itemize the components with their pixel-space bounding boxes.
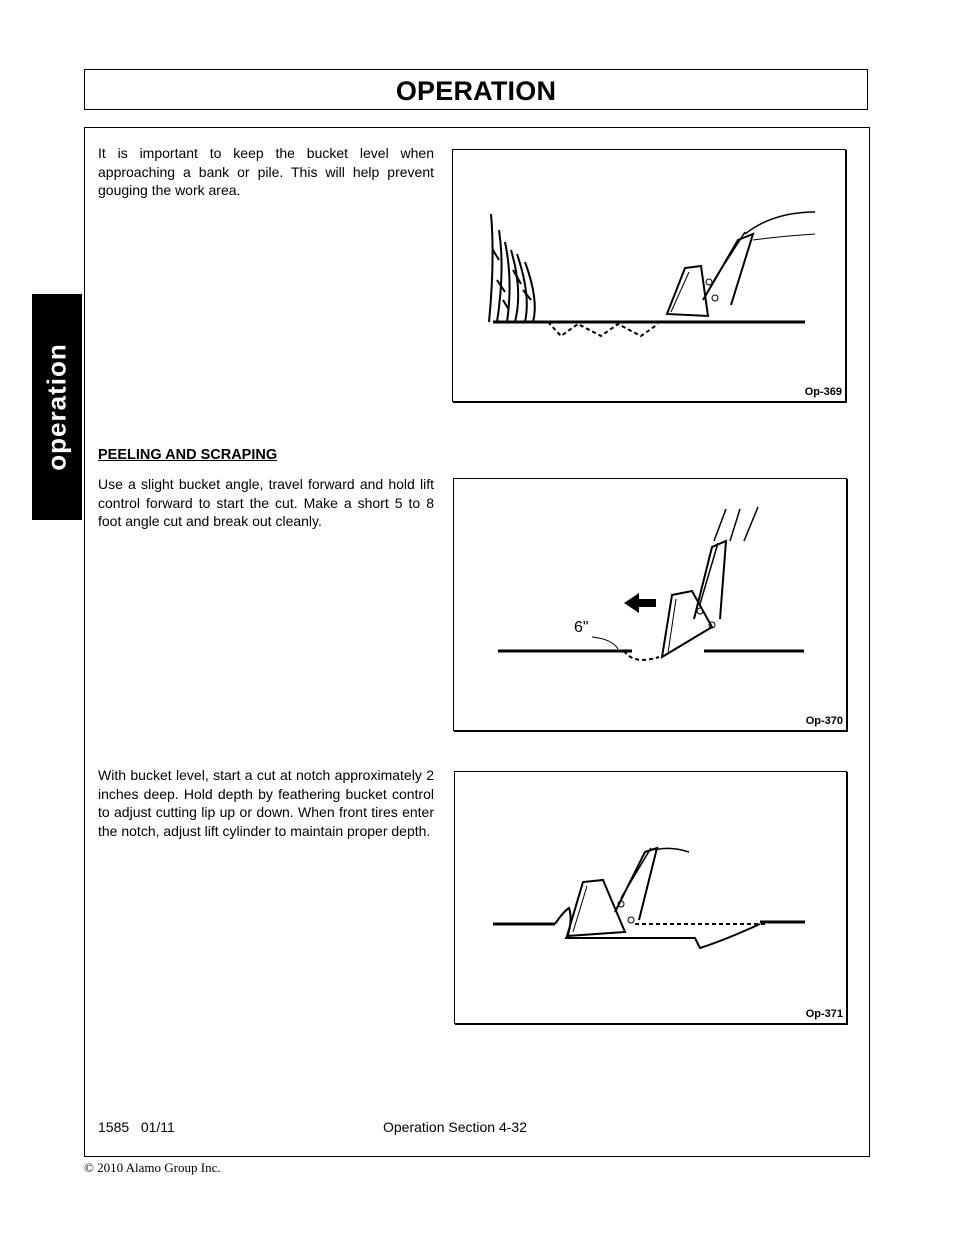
figure-label: Op-371 [805,1008,843,1020]
header-box [84,69,868,110]
paragraph-notch: With bucket level, start a cut at notch approximately 2 inches deep. Hold depth by feathering bucket control to adjust cutting lip up or down. When front tires enter the notch, adjust lift cylinder to maintain proper depth. [98,767,434,839]
figure-op-370 [453,478,847,731]
figure-op-369 [452,149,846,402]
footer-section: Operation Section 4-32 [383,1119,527,1135]
illustration-bucket-approach [453,150,847,403]
section-heading-peeling: PEELING AND SCRAPING [98,447,278,463]
figure-label: Op-370 [805,715,843,727]
page-title: OPERATION [395,76,557,106]
paragraph-bucket-level: It is important to keep the bucket level when approaching a bank or pile. This will help prevent gouging the work area. [98,145,434,199]
paragraph-peeling: Use a slight bucket angle, travel forward and hold lift control forward to start the cut. Make a short 5 to 8 foot angle cut and break out cleanly. [98,476,434,530]
figure-label: Op-369 [804,386,842,398]
illustration-angle-cut [454,479,848,732]
side-tab [32,294,82,520]
copyright: © 2010 Alamo Group Inc. [84,1160,221,1175]
footer-model-date: 1585 01/11 [98,1119,175,1135]
figure-op-371 [454,771,847,1024]
illustration-notch-cut [455,772,848,1025]
side-tab-label: operation [41,343,72,471]
measurement-label: 6" [574,619,589,636]
